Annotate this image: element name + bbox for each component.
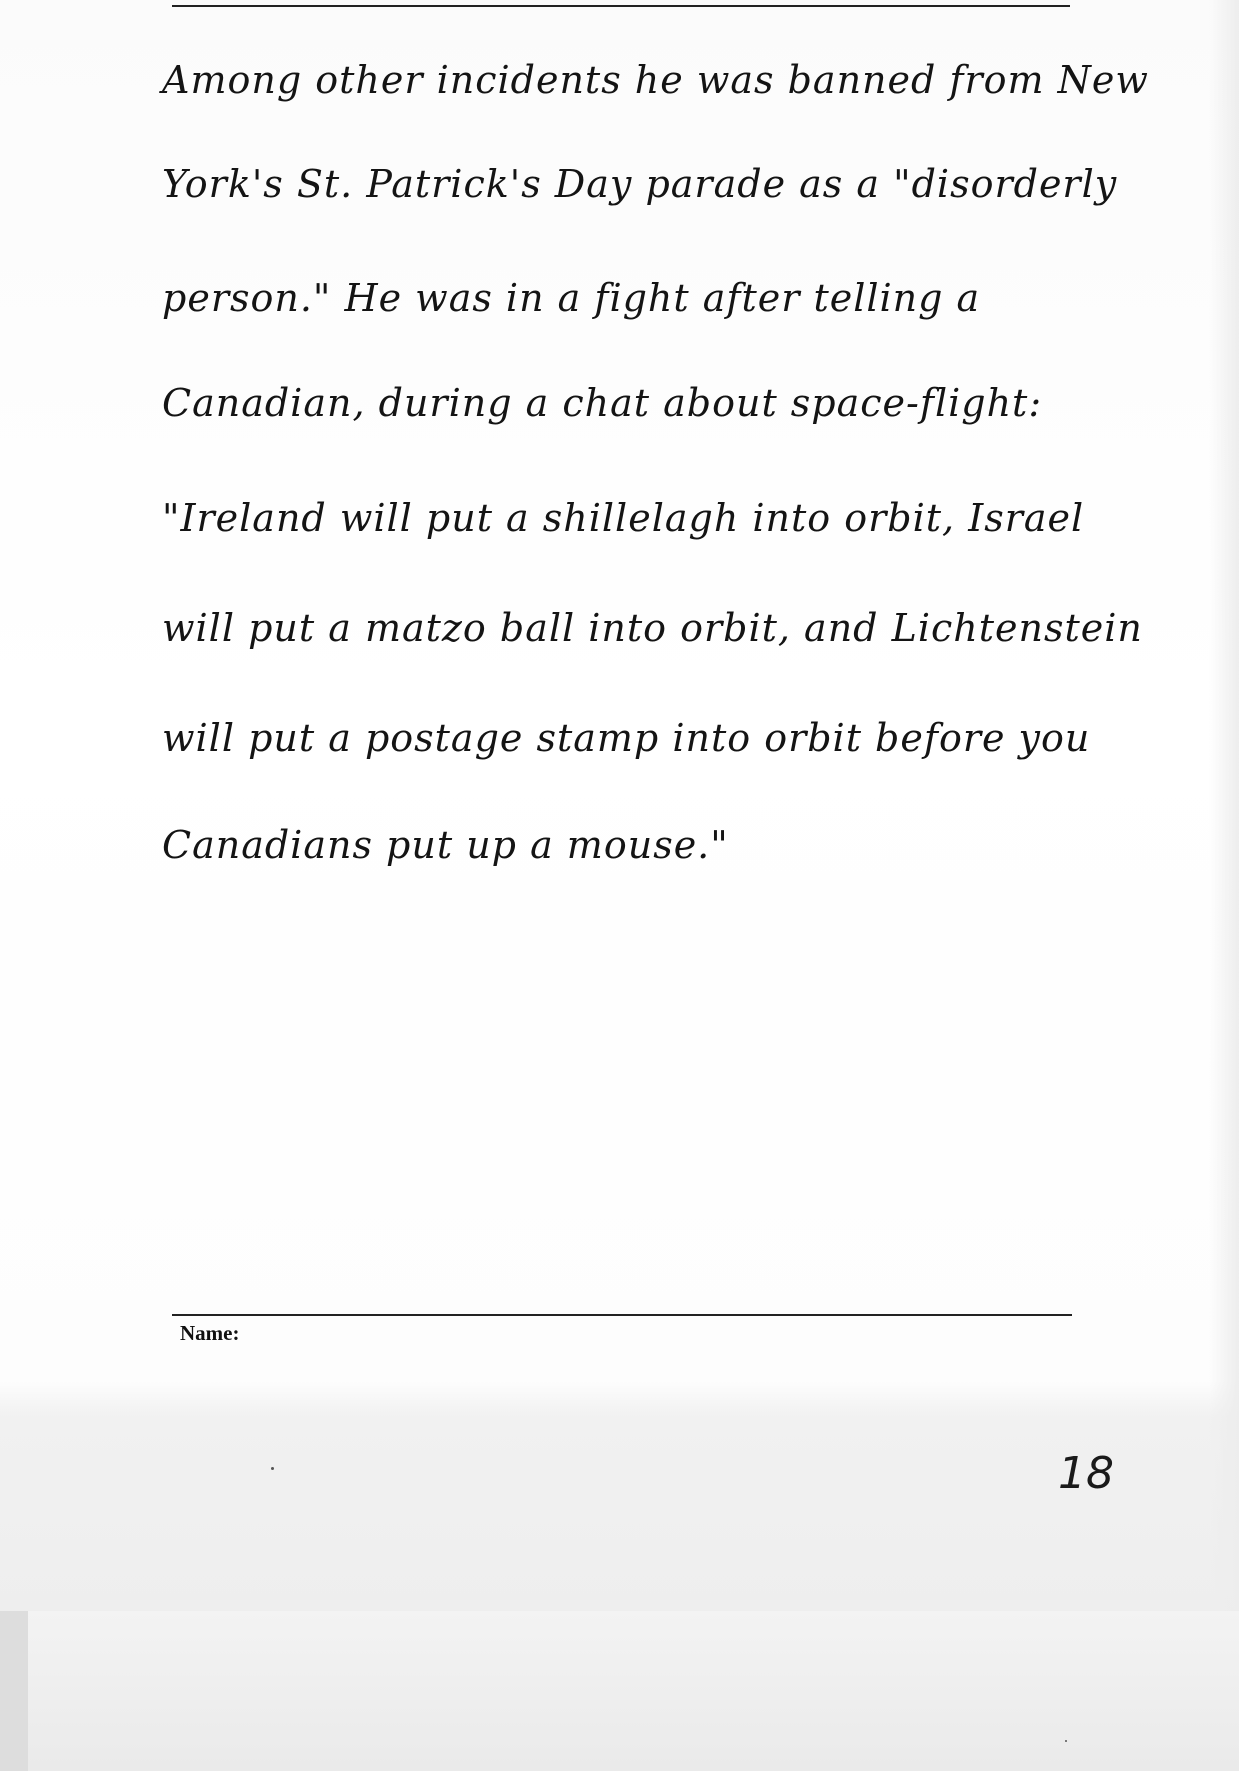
scan-right-edge [1209, 0, 1239, 1771]
handwritten-line: "Ireland will put a shillelagh into orbit, Israel [162, 496, 1085, 540]
handwritten-line: person." He was in a fight after telling a [162, 276, 981, 320]
handwritten-line: will put a matzo ball into orbit, and Lichtenstein [162, 606, 1143, 650]
handwritten-line: Canadian, during a chat about space-flight: [162, 381, 1043, 425]
handwritten-line: Among other incidents he was banned from New [162, 58, 1149, 102]
handwritten-line: will put a postage stamp into orbit before you [162, 716, 1091, 760]
name-label: Name: [180, 1321, 240, 1345]
handwritten-line: York's St. Patrick's Day parade as a "disorderly [162, 162, 1118, 206]
scan-speck [271, 1467, 274, 1470]
name-rule [172, 1314, 1072, 1316]
top-rule [172, 5, 1070, 7]
page-number: 18 [1058, 1448, 1114, 1499]
scan-left-band [0, 1611, 28, 1771]
scan-speck [1065, 1740, 1067, 1742]
handwritten-line: Canadians put up a mouse." [162, 823, 729, 867]
scan-bottom-band [0, 1611, 1239, 1771]
